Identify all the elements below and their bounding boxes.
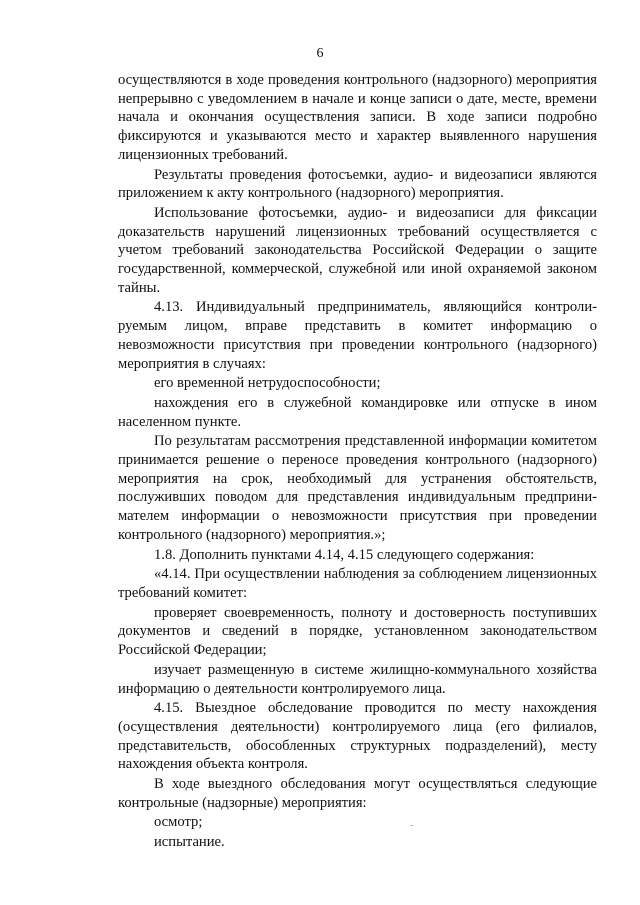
list-item: изучает размещенную в системе жилищно-коммунального хозяйства информацию о деятельности контролируемого лица. (118, 661, 597, 697)
paragraph: В ходе выездного обследования могут осуществляться следующие контрольные (надзорные) мероприятия: (118, 776, 597, 811)
list-item: нахождения его в служебной командировке или отпуске в ином населенном пункте. (118, 394, 597, 430)
paragraph: 1.8. Дополнить пунктами 4.14, 4.15 следующего содержания: (154, 546, 535, 563)
list-item: проверяет своевременность, полноту и достоверность поступивших документов и сведений в порядке, установленном законодательством Российской Федерации; (118, 604, 597, 659)
scan-artifact (410, 825, 413, 826)
list-item: осмотр; (154, 814, 203, 831)
paragraph: осуществляются в ходе проведения контрольного (надзорного) мероприятия непрерывно с уведомлением в начале и конце записи о дате, месте, времени начала и окончания осуществления записи. В ходе записи подробно фиксируются и указываются место и характер выявленного нарушения лицензионных требований. (118, 72, 597, 163)
paragraph: По результатам рассмотрения представленной информации комитетом принимается решение о переносе проведения контрольного (надзорного) мероприятия на срок, необходимый для устранения обстоятельств, послуживших поводом для представления индивидуальным предприни-мателем информации о невозможности присутствия при проведении контрольного (надзорного) мероприятия.»; (118, 433, 597, 543)
paragraph: «4.14. При осуществлении наблюдения за соблюдением лицензионных требований комитет: (118, 566, 597, 601)
paragraph: Результаты проведения фотосъемки, аудио- и видеозаписи являются приложением к акту контрольного (надзорного) мероприятия. (118, 166, 597, 202)
document-body (118, 71, 597, 853)
paragraph: Использование фотосъемки, аудио- и видеозаписи для фиксации доказательств нарушений лицензионных требований осуществляется с учетом требований законодательства Российской Федерации о защите государственной, коммерческой, служебной или иной охраняемой законом тайны. (118, 204, 597, 296)
page-number: 6 (316, 46, 324, 61)
list-item: его временной нетрудоспособности; (154, 375, 381, 392)
paragraph: 4.13. Индивидуальный предприниматель, являющийся контроли-руемым лицом, вправе представить в комитет информацию о невозможности присутствия при проведении контрольного (надзорного) мероприятия в случаях: (118, 299, 597, 372)
paragraph: 4.15. Выездное обследование проводится по месту нахождения (осуществления деятельности) контролируемого лица (его филиалов, представительств, обособленных структурных подразделений), месту нахождения объекта контроля. (118, 700, 597, 773)
list-item: испытание. (154, 834, 225, 851)
